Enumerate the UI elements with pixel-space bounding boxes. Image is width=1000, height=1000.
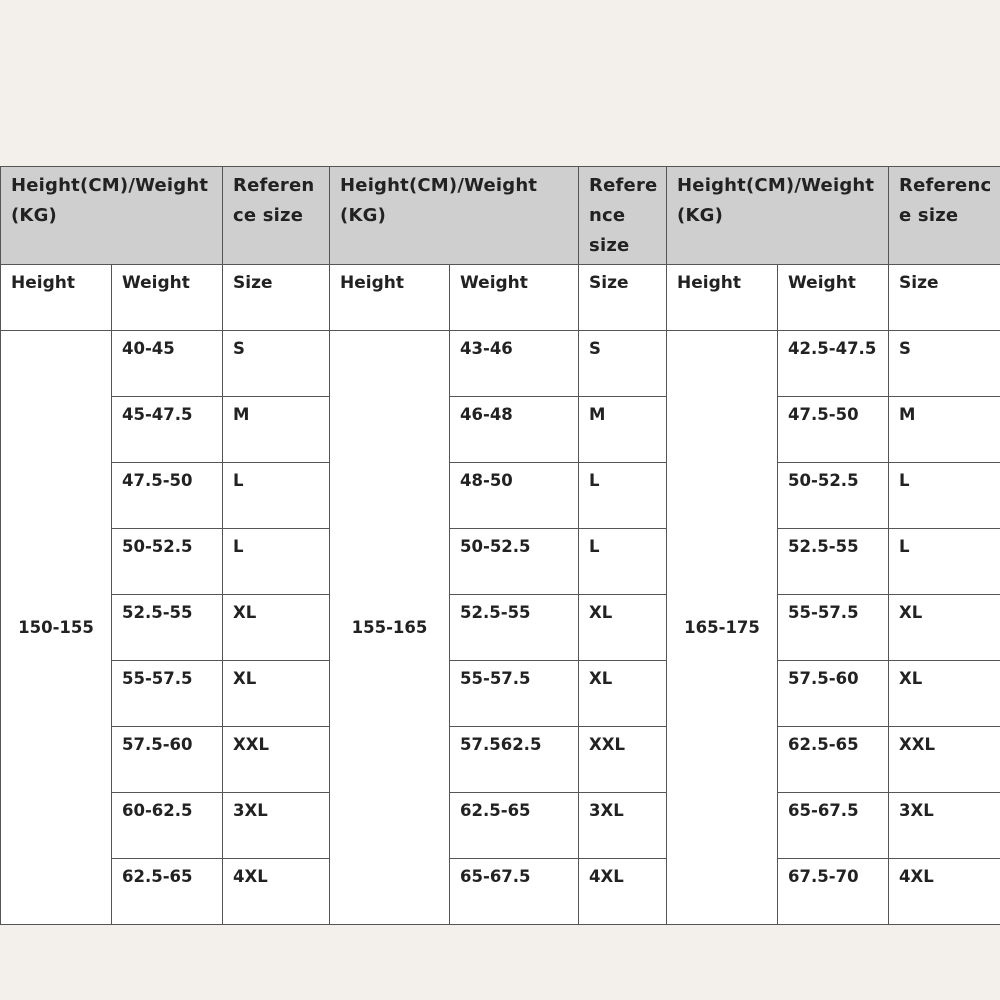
size-cell: XXL (223, 727, 330, 793)
table-row (1, 793, 1000, 859)
size-cell: XL (889, 595, 1000, 661)
weight-cell: 50-52.5 (112, 529, 223, 595)
size-cell: 4XL (889, 859, 1000, 925)
weight-cell: 55-57.5 (778, 595, 889, 661)
size-cell: L (223, 463, 330, 529)
size-cell: M (889, 397, 1000, 463)
height-range-cell: 150-155 (1, 331, 112, 925)
size-cell: 3XL (889, 793, 1000, 859)
header-reference-size: Refere nce size (579, 167, 667, 265)
weight-cell: 57.562.5 (450, 727, 579, 793)
size-cell: M (579, 397, 667, 463)
weight-cell: 62.5-65 (450, 793, 579, 859)
header-reference-size: Referenc e size (889, 167, 1000, 265)
table-row (1, 331, 1000, 397)
weight-cell: 57.5-60 (112, 727, 223, 793)
subheader-weight: Weight (450, 265, 579, 331)
size-cell: L (579, 529, 667, 595)
weight-cell: 55-57.5 (450, 661, 579, 727)
size-cell: S (889, 331, 1000, 397)
size-cell: 4XL (223, 859, 330, 925)
weight-cell: 55-57.5 (112, 661, 223, 727)
weight-cell: 62.5-65 (778, 727, 889, 793)
header-height-weight: Height(CM)/Weight (KG) (1, 167, 223, 265)
height-range-cell: 165-175 (667, 331, 778, 925)
header-height-weight: Height(CM)/Weight (KG) (667, 167, 889, 265)
size-cell: S (223, 331, 330, 397)
weight-cell: 45-47.5 (112, 397, 223, 463)
weight-cell: 52.5-55 (778, 529, 889, 595)
size-cell: M (223, 397, 330, 463)
table-row (1, 595, 1000, 661)
subheader-height: Height (1, 265, 112, 331)
table-row (1, 463, 1000, 529)
weight-cell: 40-45 (112, 331, 223, 397)
header-height-weight: Height(CM)/Weight (KG) (330, 167, 579, 265)
size-cell: 4XL (579, 859, 667, 925)
size-cell: L (889, 529, 1000, 595)
weight-cell: 50-52.5 (450, 529, 579, 595)
weight-cell: 52.5-55 (450, 595, 579, 661)
table-row (1, 859, 1000, 925)
weight-cell: 67.5-70 (778, 859, 889, 925)
size-cell: L (889, 463, 1000, 529)
size-chart-table (0, 166, 1000, 925)
subheader-height: Height (667, 265, 778, 331)
size-cell: XXL (889, 727, 1000, 793)
weight-cell: 43-46 (450, 331, 579, 397)
subheader-size: Size (579, 265, 667, 331)
size-cell: 3XL (223, 793, 330, 859)
table-row (1, 727, 1000, 793)
weight-cell: 62.5-65 (112, 859, 223, 925)
table-row (1, 397, 1000, 463)
weight-cell: 42.5-47.5 (778, 331, 889, 397)
subheader-weight: Weight (112, 265, 223, 331)
subheader-row (1, 265, 1000, 331)
size-cell: XL (223, 661, 330, 727)
weight-cell: 60-62.5 (112, 793, 223, 859)
weight-cell: 52.5-55 (112, 595, 223, 661)
size-cell: L (579, 463, 667, 529)
weight-cell: 46-48 (450, 397, 579, 463)
size-cell: XL (889, 661, 1000, 727)
weight-cell: 50-52.5 (778, 463, 889, 529)
height-range-cell: 155-165 (330, 331, 450, 925)
subheader-size: Size (889, 265, 1000, 331)
weight-cell: 65-67.5 (778, 793, 889, 859)
weight-cell: 47.5-50 (778, 397, 889, 463)
weight-cell: 57.5-60 (778, 661, 889, 727)
subheader-size: Size (223, 265, 330, 331)
size-cell: 3XL (579, 793, 667, 859)
table-row (1, 529, 1000, 595)
size-cell: XL (223, 595, 330, 661)
size-cell: XL (579, 595, 667, 661)
weight-cell: 47.5-50 (112, 463, 223, 529)
size-cell: L (223, 529, 330, 595)
header-row (1, 167, 1000, 265)
subheader-height: Height (330, 265, 450, 331)
size-cell: XXL (579, 727, 667, 793)
size-cell: S (579, 331, 667, 397)
size-cell: XL (579, 661, 667, 727)
table-row (1, 661, 1000, 727)
weight-cell: 48-50 (450, 463, 579, 529)
subheader-weight: Weight (778, 265, 889, 331)
header-reference-size: Referen ce size (223, 167, 330, 265)
weight-cell: 65-67.5 (450, 859, 579, 925)
